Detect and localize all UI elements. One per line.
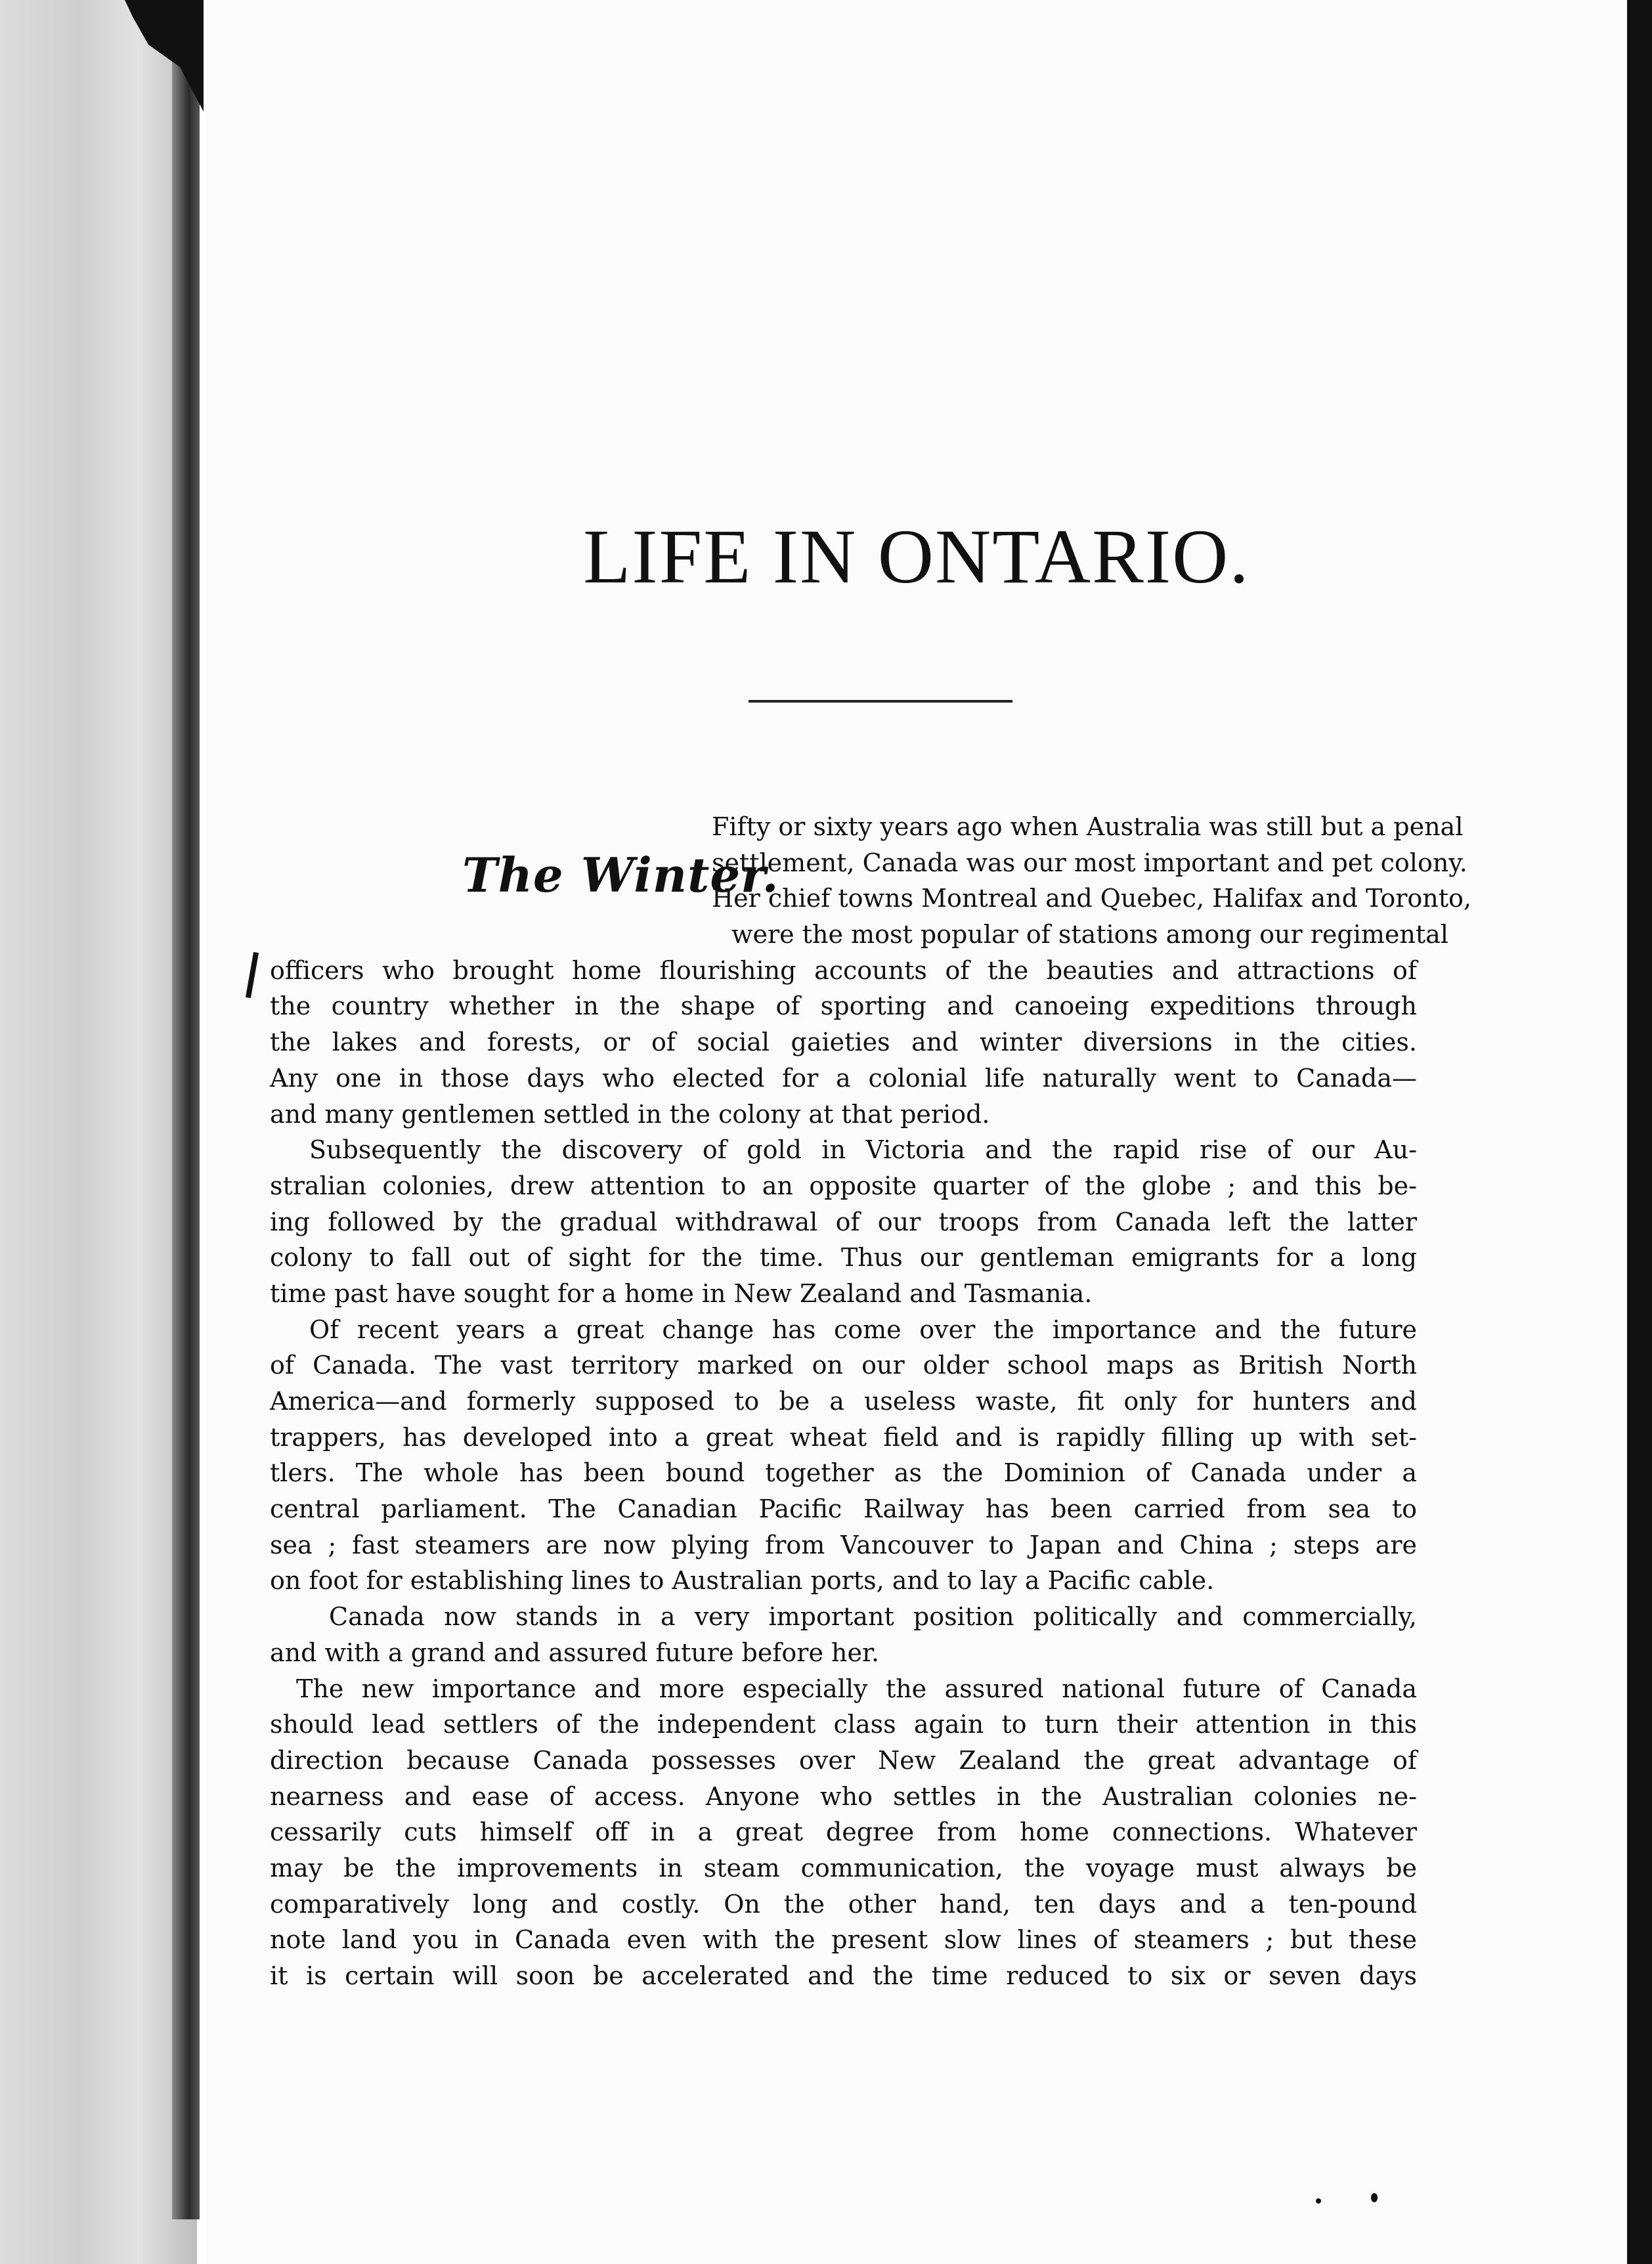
text-line: time past have sought for a home in New Zealand and Tasmania.	[270, 1278, 1093, 1308]
title-rule	[749, 700, 1012, 703]
text-line: and with a grand and assured future before her.	[270, 1638, 880, 1667]
text-line: trappers, has developed into a great wheat field and is rapidly filling up with set-	[270, 1422, 1417, 1452]
text-line: settlement, Canada was our most important and pet colony.	[712, 848, 1467, 877]
text-line: tlers. The whole has been bound together as the Dominion of Canada under a	[270, 1458, 1417, 1488]
text-line: ing followed by the gradual withdrawal of our troops from Canada left the latter	[270, 1207, 1417, 1236]
text-line: direction because Canada possesses over New Zealand the great advantage of	[270, 1745, 1417, 1775]
text-line: the country whether in the shape of sporting and canoeing expeditions through	[270, 991, 1417, 1021]
text-line: The new importance and more especially the assured national future of Canada	[296, 1674, 1417, 1703]
text-line: of Canada. The vast territory marked on our older school maps as British North	[270, 1351, 1417, 1380]
text-line: central parliament. The Canadian Pacific Railway has been carried from sea to	[270, 1494, 1417, 1524]
text-line: Of recent years a great change has come over the importance and the future	[309, 1315, 1417, 1344]
book-binding	[0, 0, 197, 2264]
page	[206, 0, 1627, 2264]
text-line: and many gentlemen settled in the colony at that period.	[270, 1099, 990, 1129]
body-text	[270, 809, 1471, 1994]
text-line: it is certain will soon be accelerated and the time reduced to six or seven days	[270, 1961, 1417, 1990]
text-line: nearness and ease of access. Anyone who settles in the Australian colonies ne-	[270, 1781, 1417, 1811]
ink-dot	[1316, 2198, 1321, 2204]
text-line: colony to fall out of sight for the time. Thus our gentleman emigrants for a long	[270, 1243, 1417, 1273]
section-heading: The Winter.	[462, 847, 779, 903]
text-line: sea ; fast steamers are now plying from Vancouver to Japan and China ; steps are	[270, 1530, 1417, 1559]
text-line: Fifty or sixty years ago when Australia was still but a penal	[712, 812, 1464, 841]
text-line: cessarily cuts himself off in a great degree from home connections. Whatever	[270, 1818, 1417, 1847]
ink-mark	[246, 952, 259, 998]
text-line: the lakes and forests, or of social gaieties and winter diversions in the cities.	[270, 1028, 1417, 1057]
text-line: officers who brought home flourishing accounts of the beauties and attractions of	[270, 955, 1417, 985]
text-line: may be the improvements in steam communication, the voyage must always be	[270, 1853, 1417, 1883]
scan-border-right	[1627, 0, 1652, 2264]
ink-dot	[1371, 2193, 1378, 2202]
text-line: on foot for establishing lines to Australian ports, and to lay a Pacific cable.	[270, 1566, 1215, 1596]
text-line: Subsequently the discovery of gold in Victoria and the rapid rise of our Au-	[309, 1135, 1417, 1165]
text-line: Canada now stands in a very important position politically and commercially,	[329, 1602, 1417, 1632]
text-line: Her chief towns Montreal and Quebec, Halifax and Toronto,	[712, 884, 1471, 913]
text-line: stralian colonies, drew attention to an opposite quarter of the globe ; and this be-	[270, 1171, 1417, 1200]
text-line: should lead settlers of the independent class again to turn their attention in this	[270, 1710, 1417, 1739]
text-line: note land you in Canada even with the present slow lines of steamers ; but these	[270, 1925, 1417, 1955]
binding-shadow	[172, 59, 200, 2219]
page-title: LIFE IN ONTARIO.	[583, 513, 1250, 599]
text-line: Any one in those days who elected for a colonial life naturally went to Canada—	[270, 1063, 1417, 1093]
text-line: were the most popular of stations among our regimental	[731, 920, 1448, 949]
text-line: comparatively long and costly. On the other hand, ten days and a ten-pound	[270, 1889, 1417, 1919]
text-line: America—and formerly supposed to be a useless waste, fit only for hunters and	[270, 1387, 1417, 1416]
